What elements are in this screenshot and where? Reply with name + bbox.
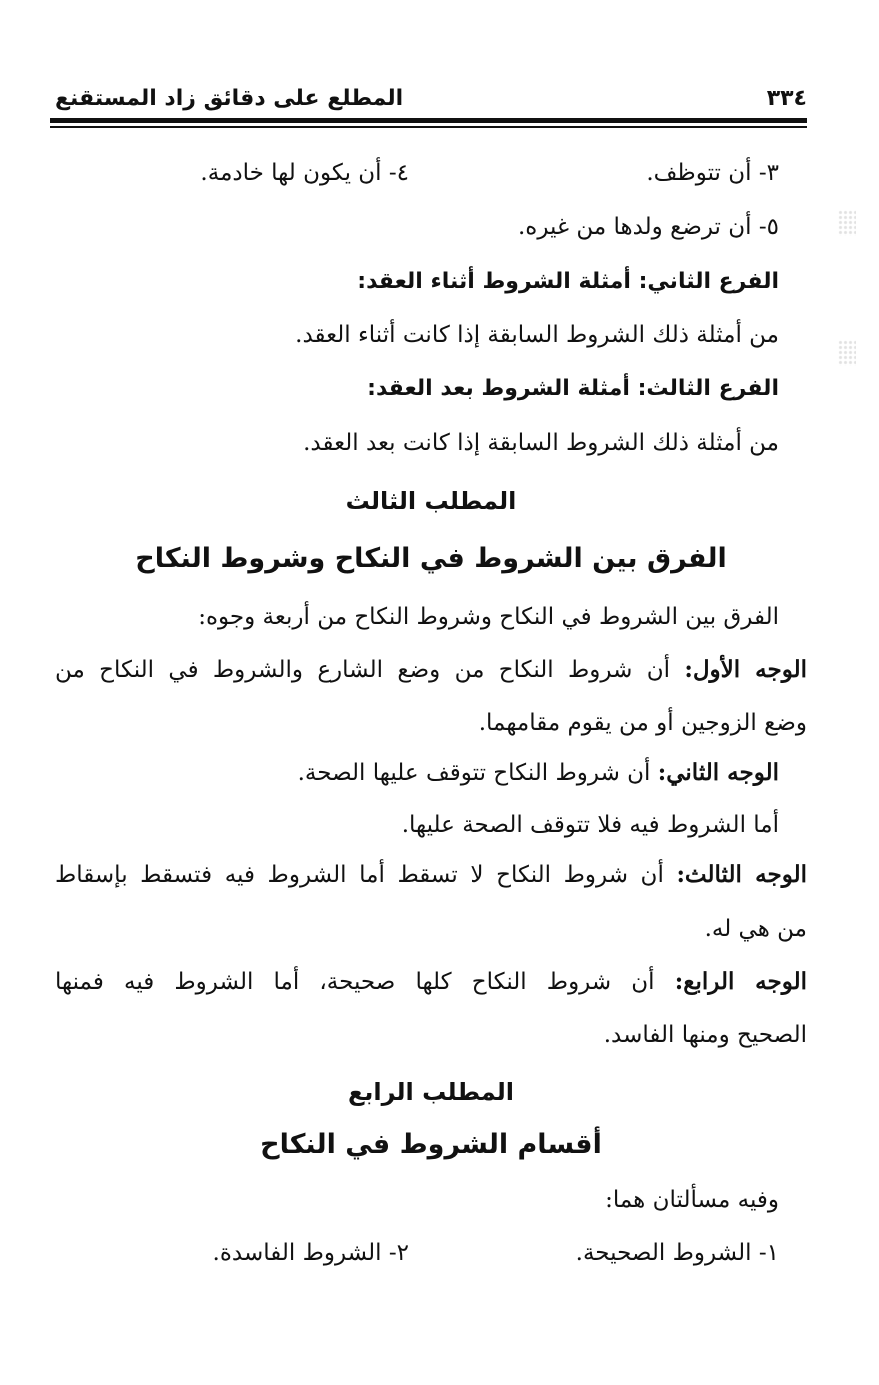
list-item-5: ٥- أن ترضع ولدها من غيره.: [517, 214, 779, 240]
section3-label: المطلب الثالث: [345, 487, 517, 515]
aspect3-text: أن شروط النكاح لا تسقط أما الشروط فيه فتسقط بإسقاط: [55, 862, 664, 888]
branch2-heading: الفرع الثاني: أمثلة الشروط أثناء العقد:: [357, 269, 779, 294]
book-title: المطلع على دقائق زاد المستقنع: [55, 85, 404, 111]
aspect2-line1: [55, 756, 779, 790]
section4-intro: وفيه مسألتان هما:: [605, 1187, 779, 1213]
page-number: ٣٣٤: [766, 85, 807, 111]
scan-speck: [838, 340, 856, 366]
list-item-3: ٣- أن تتوظف.: [646, 160, 779, 186]
section4-label: المطلب الرابع: [347, 1078, 515, 1106]
aspect3-label: الوجه الثالث:: [676, 861, 807, 888]
list-item-4: ٤- أن يكون لها خادمة.: [200, 160, 409, 186]
branch2-text: من أمثلة ذلك الشروط السابقة إذا كانت أثناء العقد.: [295, 322, 779, 348]
aspect4-label: الوجه الرابع:: [674, 968, 808, 995]
aspect4-line1: [55, 965, 807, 999]
aspect3-line2: من هي له.: [704, 916, 807, 942]
aspect2-line2: أما الشروط فيه فلا تتوقف الصحة عليها.: [401, 812, 779, 838]
aspect1-label: الوجه الأول:: [684, 656, 808, 683]
scan-speck: [838, 210, 856, 236]
section4-title: أقسام الشروط في النكاح: [260, 1129, 602, 1160]
section3-title: الفرق بين الشروط في النكاح وشروط النكاح: [135, 543, 727, 574]
header-rule-thin: [50, 126, 807, 128]
aspect3-line1: [55, 858, 807, 892]
aspect1-text: أن شروط النكاح من وضع الشارع والشروط في النكاح من: [55, 657, 670, 683]
aspect1-line1: [55, 653, 807, 687]
aspect4-text: أن شروط النكاح كلها صحيحة، أما الشروط فيه فمنها: [55, 969, 655, 995]
header-rule-thick: [50, 118, 807, 123]
aspect4-line2: الصحيح ومنها الفاسد.: [603, 1022, 807, 1048]
branch3-heading: الفرع الثالث: أمثلة الشروط بعد العقد:: [367, 376, 779, 401]
section3-intro: الفرق بين الشروط في النكاح وشروط النكاح من أربعة وجوه:: [198, 604, 779, 630]
section4-item-1: ١- الشروط الصحيحة.: [575, 1240, 779, 1266]
section4-item-2: ٢- الشروط الفاسدة.: [212, 1240, 409, 1266]
branch3-text: من أمثلة ذلك الشروط السابقة إذا كانت بعد العقد.: [303, 430, 779, 456]
aspect2-label: الوجه الثاني:: [657, 759, 779, 786]
aspect1-line2: وضع الزوجين أو من يقوم مقامهما.: [478, 710, 807, 736]
aspect2-text: أن شروط النكاح تتوقف عليها الصحة.: [297, 760, 651, 786]
page-header: [55, 78, 807, 118]
